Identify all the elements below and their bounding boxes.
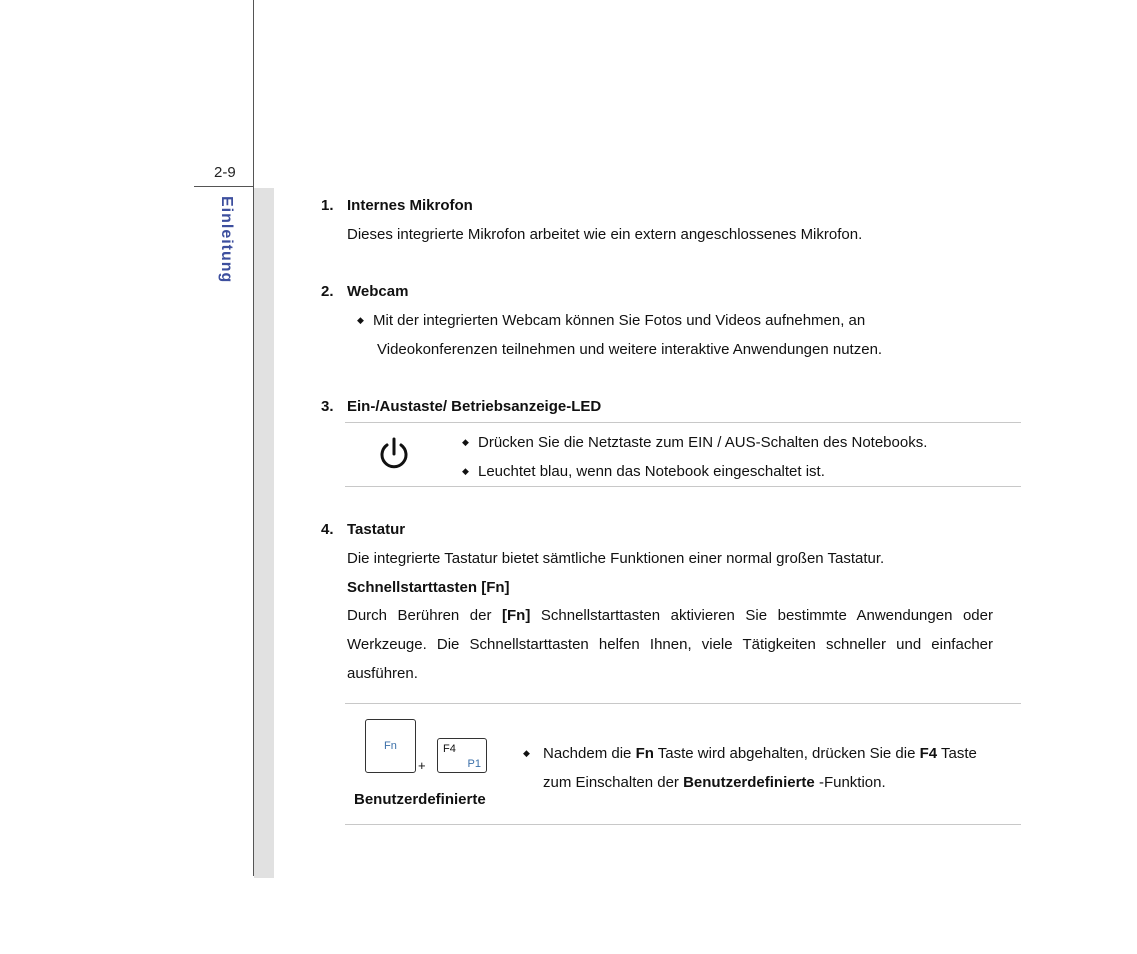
section-title: Ein-/Austaste/ Betriebsanzeige-LED — [347, 398, 602, 415]
hotkey-desc-line2 — [543, 774, 886, 791]
fn-key — [365, 719, 416, 773]
bullet-diamond-icon: ◆ — [462, 437, 469, 447]
fn-key-label: Fn — [384, 740, 397, 752]
bullet-diamond-icon: ◆ — [462, 466, 469, 476]
power-bullet-2 — [462, 463, 825, 480]
section-heading-2 — [321, 283, 408, 300]
table-rule-bottom — [345, 486, 1021, 487]
bullet-diamond-icon: ◆ — [523, 748, 530, 758]
subheading-hotkeys: Schnellstarttasten [Fn] — [347, 579, 510, 596]
desc-text: Taste wird abgehalten, drücken Sie die — [653, 745, 920, 762]
table-rule-top — [345, 422, 1021, 423]
section-title: Tastatur — [347, 521, 406, 538]
power-bullet-1 — [462, 434, 927, 451]
bullet-text: Leuchtet blau, wenn das Notebook eingeschaltet ist. — [478, 463, 825, 480]
paragraph-bold: [Fn] — [502, 607, 531, 624]
plus-sign: + — [418, 758, 426, 773]
bullet-text: Drücken Sie die Netztaste zum EIN / AUS-Schalten des Notebooks. — [478, 434, 928, 451]
webcam-bullet-line1 — [357, 312, 865, 329]
section-title: Webcam — [347, 283, 409, 300]
hotkey-caption: Benutzerdefinierte — [354, 791, 486, 808]
section-body-1: Dieses integrierte Mikrofon arbeitet wie ein extern angeschlossenes Mikrofon. — [347, 226, 863, 243]
paragraph-text: Durch Berühren der — [347, 607, 503, 624]
section-heading-3 — [321, 398, 601, 415]
desc-text: Taste — [937, 745, 977, 762]
webcam-bullet-line2: Videokonferenzen teilnehmen und weitere interaktive Anwendungen nutzen. — [377, 341, 883, 358]
f4-key — [437, 738, 487, 773]
hotkey-desc-line1 — [523, 745, 977, 762]
desc-bold: F4 — [919, 745, 938, 762]
p1-key-label: P1 — [467, 758, 481, 770]
bullet-diamond-icon: ◆ — [357, 315, 364, 325]
page-number: 2-9 — [214, 164, 236, 181]
power-icon — [377, 437, 411, 471]
section-heading-1 — [321, 197, 473, 214]
desc-text: zum Einschalten der — [543, 774, 684, 791]
chapter-label: Einleitung — [218, 196, 235, 284]
section-title: Internes Mikrofon — [347, 197, 473, 214]
desc-bold: Fn — [635, 745, 654, 762]
desc-text: Nachdem die — [543, 745, 636, 762]
desc-bold: Benutzerdefinierte — [683, 774, 815, 791]
section-number: 3. — [321, 398, 334, 415]
hotkey-rule-top — [345, 703, 1021, 704]
page-number-rule — [194, 186, 254, 187]
f4-key-label: F4 — [443, 743, 456, 755]
hotkey-paragraph — [347, 601, 993, 688]
hotkey-rule-bottom — [345, 824, 1021, 825]
paragraph-text: Schnellstarttasten aktivieren Sie bestimmte Anwendungen oder Werkzeuge. Die Schnellstarttasten helfen Ihnen, viele Tätigkeiten schneller und einfacher ausführen. — [347, 607, 993, 682]
bullet-text: Mit der integrierten Webcam können Sie Fotos und Videos aufnehmen, an — [373, 312, 866, 329]
desc-text: -Funktion. — [814, 774, 886, 791]
section-heading-4 — [321, 521, 405, 538]
section-number: 2. — [321, 283, 334, 300]
margin-gray-band — [254, 188, 274, 878]
section-number: 1. — [321, 197, 334, 214]
section-body-4: Die integrierte Tastatur bietet sämtliche Funktionen einer normal großen Tastatur. — [347, 550, 885, 567]
section-number: 4. — [321, 521, 334, 538]
